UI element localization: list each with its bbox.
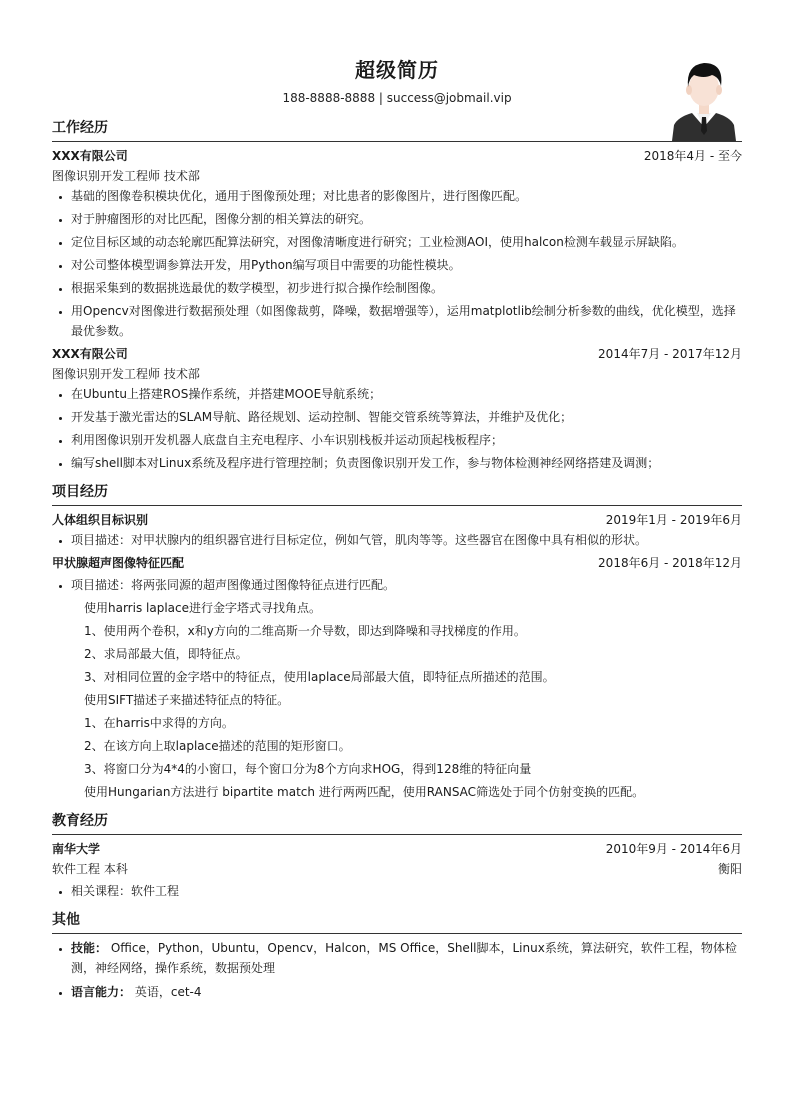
list-item: • 相关课程：软件工程 — [71, 881, 742, 901]
project-name: 人体组织目标识别 — [52, 513, 149, 527]
date-range: 2010年9月 - 2014年6月 — [605, 842, 742, 856]
list-item: • 对于肿瘤图形的对比匹配，图像分割的相关算法的研究。 — [71, 209, 742, 229]
project-detail-line: 1、在harris中求得的方向。 — [84, 716, 234, 730]
list-item: • 开发基于激光雷达的SLAM导航、路径规划、运动控制、智能交管系统等算法，并维护及优化； — [71, 407, 742, 427]
section-title-education: 教育经历 — [52, 811, 742, 835]
company-name: XXX有限公司 — [52, 347, 128, 361]
section-title-other: 其他 — [52, 910, 742, 934]
project-detail-line: 使用SIFT描述子来描述特征点的特征。 — [84, 693, 290, 707]
date-range: 2019年1月 - 2019年6月 — [605, 513, 742, 527]
education-section — [52, 811, 742, 901]
work-bullets — [52, 384, 742, 473]
resume-page — [52, 0, 742, 1005]
list-item: • 根据采集到的数据挑选最优的数学模型，初步进行拟合操作绘制图像。 — [71, 278, 742, 298]
date-range: 2018年6月 - 2018年12月 — [598, 556, 742, 570]
list-item: • 定位目标区域的动态轮廓匹配算法研究，对图像清晰度进行研究；工业检测AOI，使用halcon检测车载显示屏缺陷。 — [71, 232, 742, 252]
section-title-work: 工作经历 — [52, 118, 742, 142]
date-range: 2014年7月 - 2017年12月 — [598, 347, 742, 361]
section-title-projects: 项目经历 — [52, 482, 742, 506]
list-item: • 基础的图像卷积模块优化，通用于图像预处理；对比患者的影像图片，进行图像匹配。 — [71, 186, 742, 206]
list-item — [71, 982, 742, 1002]
other-bullets — [52, 938, 742, 1002]
project-bullets — [52, 575, 742, 595]
language-label: 语言能力： — [71, 985, 132, 999]
list-item — [71, 938, 742, 978]
work-bullets — [52, 186, 742, 341]
project-detail-line: 使用Hungarian方法进行 bipartite match 进行两两匹配，使用RANSAC筛选处于同个仿射变换的匹配。 — [84, 785, 645, 799]
list-item: • 编写shell脚本对Linux系统及程序进行管理控制；负责图像识别开发工作，参与物体检测神经网络搭建及调测； — [71, 453, 742, 473]
projects-section — [52, 482, 742, 802]
company-name: XXX有限公司 — [52, 149, 128, 163]
language-value: 英语，cet-4 — [134, 985, 202, 999]
resume-header — [52, 0, 742, 106]
project-entry-1 — [52, 510, 742, 550]
project-bullets — [52, 530, 742, 550]
project-detail-line: 使用harris laplace进行金字塔式寻找角点。 — [84, 601, 321, 615]
list-item: • 项目描述：将两张同源的超声图像通过图像特征点进行匹配。 — [71, 575, 742, 595]
other-section — [52, 910, 742, 1002]
project-detail-line: 2、求局部最大值，即特征点。 — [84, 647, 248, 661]
school-name: 南华大学 — [52, 842, 101, 856]
project-detail-line: 3、将窗口分为4*4的小窗口，每个窗口分为8个方向求HOG，得到128维的特征向量 — [84, 762, 532, 776]
list-item: • 用Opencv对图像进行数据预处理（如图像裁剪，降噪，数据增强等），运用matplotlib绘制分析参数的曲线，优化模型，选择最优参数。 — [71, 301, 742, 341]
project-entry-2 — [52, 553, 742, 802]
work-entry-2 — [52, 344, 742, 473]
list-item: • 项目描述：对甲状腺内的组织器官进行目标定位，例如气管，肌肉等等。这些器官在图像中具有相似的形状。 — [71, 530, 742, 550]
project-name: 甲状腺超声图像特征匹配 — [52, 556, 185, 570]
project-detail-line: 2、在该方向上取laplace描述的范围的矩形窗口。 — [84, 739, 351, 753]
list-item: • 对公司整体模型调参算法开发，用Python编写项目中需要的功能性模块。 — [71, 255, 742, 275]
candidate-name: 超级简历 — [355, 58, 439, 82]
major-degree: 软件工程 本科 — [52, 862, 128, 876]
date-range: 2018年4月 - 至今 — [643, 149, 742, 163]
project-detail-line: 3、对相同位置的金字塔中的特征点，使用laplace局部最大值，即特征点所描述的范围。 — [84, 670, 555, 684]
job-role: 图像识别开发工程师 技术部 — [52, 169, 200, 183]
work-section — [52, 118, 742, 473]
list-item: • 利用图像识别开发机器人底盘自主充电程序、小车识别栈板并运动顶起栈板程序； — [71, 430, 742, 450]
work-entry-1 — [52, 146, 742, 341]
skills-label: 技能： — [71, 941, 108, 955]
job-role: 图像识别开发工程师 技术部 — [52, 367, 200, 381]
person-avatar-icon — [670, 55, 738, 141]
school-city: 衡阳 — [717, 862, 742, 876]
contact-info: 188-8888-8888 | success@jobmail.vip — [282, 91, 512, 105]
list-item: • 在Ubuntu上搭建ROS操作系统，并搭建MOOE导航系统； — [71, 384, 742, 404]
skills-value: Office，Python，Ubuntu，Opencv，Halcon，MS Office，Shell脚本，Linux系统，算法研究，软件工程，物体检测，神经网络，操作系统，数据预处理 — [71, 941, 737, 975]
project-detail-line: 1、使用两个卷积，x和y方向的二维高斯一介导数，即达到降噪和寻找梯度的作用。 — [84, 624, 526, 638]
education-bullets — [52, 881, 742, 901]
